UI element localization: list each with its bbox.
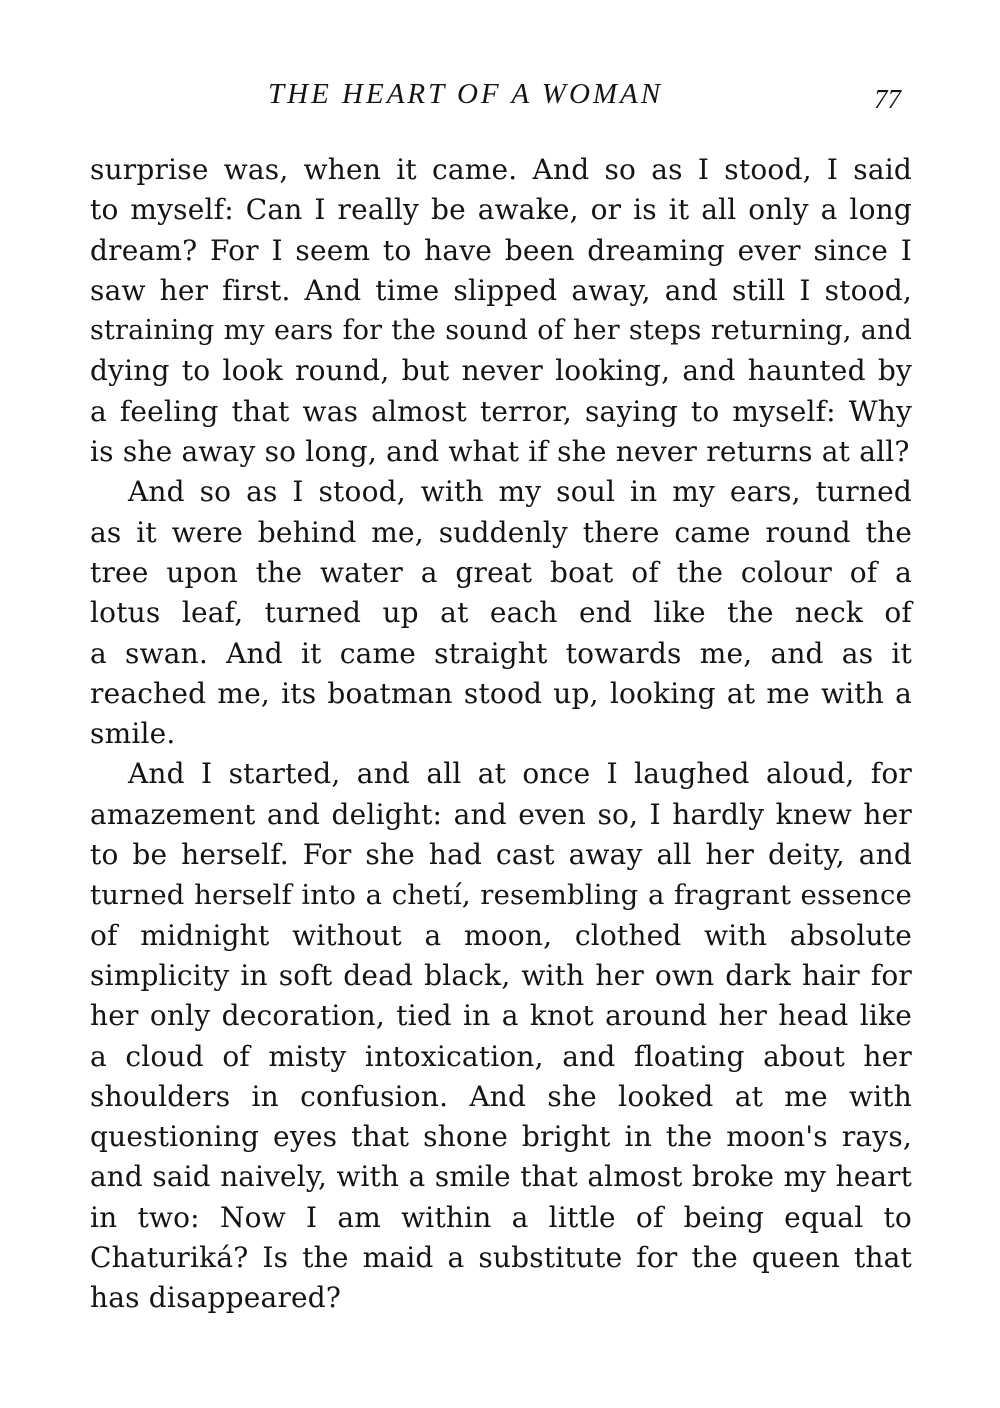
text-line: And so as I stood, with my soul in my ears, turned <box>128 475 912 509</box>
running-head <box>0 72 1000 122</box>
text-line: shoulders in confusion. And she looked at me with <box>90 1079 912 1113</box>
text-line: lotus leaf, turned up at each end like the neck of <box>90 596 912 630</box>
text-line: in two: Now I am within a little of being equal to <box>90 1200 912 1234</box>
text-line: amazement and delight: and even so, I hardly knew her <box>90 797 912 831</box>
text-line: saw her first. And time slipped away, and still I stood, <box>90 273 912 307</box>
text-line: a cloud of misty intoxication, and floating about her <box>90 1039 912 1073</box>
text-line: turned herself into a chetí, resembling a fragrant essence <box>90 879 912 912</box>
text-line: dying to look round, but never looking, and haunted by <box>90 354 912 388</box>
text-line: a swan. And it came straight towards me, and as it <box>90 636 912 670</box>
text-line: straining my ears for the sound of her steps returning, and <box>90 315 912 347</box>
text-line: smile. <box>90 717 176 751</box>
text-line: questioning eyes that shone bright in the moon's rays, <box>90 1120 912 1154</box>
text-line: of midnight without a moon, clothed with absolute <box>90 918 912 952</box>
body-text <box>90 150 912 1319</box>
text-line: reached me, its boatman stood up, looking at me with a <box>90 676 912 710</box>
text-line: Chaturiká? Is the maid a substitute for the queen that <box>90 1241 912 1275</box>
paragraph-2 <box>90 472 912 754</box>
text-line: And I started, and all at once I laughed aloud, for <box>128 757 912 791</box>
text-line: a feeling that was almost terror, saying to myself: Why <box>90 394 912 428</box>
text-line: dream? For I seem to have been dreaming ever since I <box>90 233 912 267</box>
text-line: her only decoration, tied in a knot around her head like <box>90 999 912 1033</box>
text-line: surprise was, when it came. And so as I stood, I said <box>90 153 912 186</box>
text-line: to be herself. For she had cast away all her deity, and <box>90 838 912 872</box>
text-line: tree upon the water a great boat of the colour of a <box>90 555 912 589</box>
paragraph-3 <box>90 754 912 1318</box>
paragraph-1 <box>90 150 912 472</box>
text-line: and said naively, with a smile that almost broke my heart <box>90 1160 912 1194</box>
text-line: has disappeared? <box>90 1281 342 1315</box>
text-line: is she away so long, and what if she never returns at all? <box>90 435 910 469</box>
text-line: to myself: Can I really be awake, or is it all only a long <box>90 193 912 227</box>
running-title: THE HEART OF A WOMAN <box>268 78 664 110</box>
page-number: 77 <box>874 84 901 114</box>
text-line: simplicity in soft dead black, with her own dark hair for <box>90 958 912 992</box>
text-line: as it were behind me, suddenly there came round the <box>90 515 912 549</box>
